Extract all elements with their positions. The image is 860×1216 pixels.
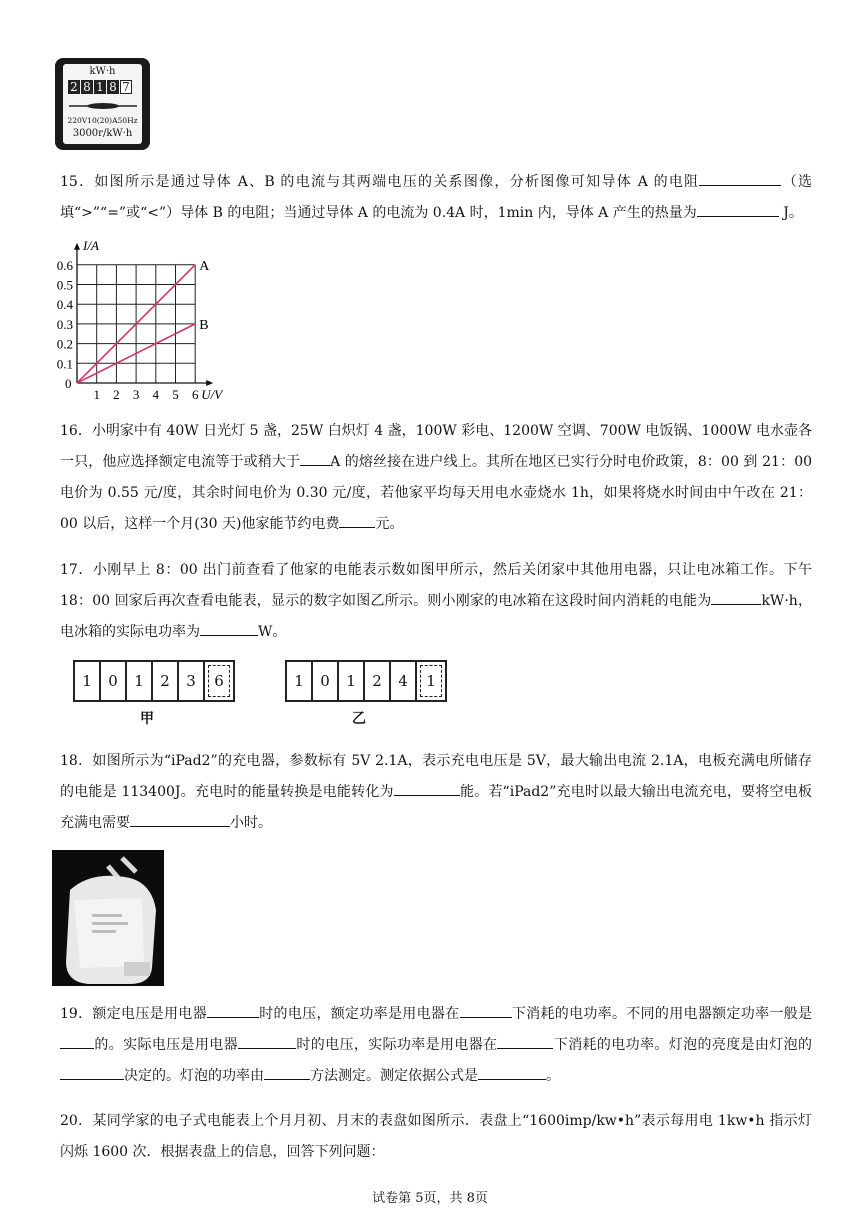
x-tick-label: 5 [172,387,179,402]
reading-digit: 2 [153,662,179,700]
answer-blank[interactable] [300,449,330,466]
answer-blank[interactable] [200,619,258,636]
series-label-A: A [199,258,210,274]
y-tick-label: 0.6 [56,257,73,273]
meter-disc-icon [69,100,137,112]
reading-digit: 1 [287,662,313,700]
reading-digit: 2 [365,662,391,700]
y-tick-label: 0.5 [56,277,73,293]
answer-blank[interactable] [60,1032,94,1049]
meter-label-yi: 乙 [352,711,366,727]
reading-digit: 0 [101,662,127,700]
x-tick-label: 3 [132,387,140,402]
meter-reading-jia [73,660,235,702]
x-axis-arrow-icon [206,380,213,386]
y-tick-label: 0.2 [56,336,73,352]
reading-decimal-digit: 1 [420,665,442,697]
page-footer: 试卷第 5页，共 8页 [372,1191,488,1206]
charger-photo [52,850,164,986]
answer-blank[interactable] [697,200,779,217]
question-17: 17．小刚早上 8：00 出门前查看了他家的电能表示数如图甲所示，然后关闭家中其他用电器，只让电冰箱工作。下午 18：00 回家后再次查看电能表，显示的数字如图乙所示。则小刚家的电冰箱在这段时间内消耗的电能为 kW·h，电冰箱的实际电功率为 W。 [60,562,813,640]
reading-digit: 1 [75,662,101,700]
meter-rating: 220V10(20)A50Hz [67,116,138,125]
answer-blank[interactable] [497,1032,553,1049]
reading-digit: 4 [391,662,417,700]
answer-blank[interactable] [478,1063,546,1080]
series-label-B: B [199,317,209,333]
electric-meter-image [55,58,150,150]
answer-blank[interactable] [238,1032,296,1049]
reading-digit: 3 [179,662,205,700]
y-tick-label: 0.3 [56,316,73,332]
meter-label-jia: 甲 [140,711,154,727]
y-axis-arrow-icon [74,243,80,250]
meter-digit: 2 [68,80,80,94]
question-19: 19．额定电压是用电器 时的电压，额定功率是用电器在 下消耗的电功率。不同的用电器额定功率一般是的。实际电压是用电器 时的电压，实际功率是用电器在 下消耗的电功率。灯泡的亮度是由灯泡的决定的。灯泡的功率由 方法测定。测定依据公式是 。 [60,999,812,1092]
reading-digit: 0 [313,662,339,700]
meter-digit: 8 [107,80,119,94]
meter-digit: 7 [120,80,132,94]
reading-digit: 1 [127,662,153,700]
question-16: 16．小明家中有 40W 日光灯 5 盏，25W 白炽灯 4 盏，100W 彩电、1200W 空调、700W 电饭锅、1000W 电水壶各一只，他应选择额定电流等于或稍大于 A 的熔丝接在进户线上。其所在地区已实行分时电价政策，8：00 到 21：00 电价为 0.55 元/度，其余时间电价为 0.30 元/度，若他家平均每天用电水壶烧水 1h，如果将烧水时间由中午改在 21：00 以后，这样一个月(30 天)他家能节约电费 元。 [60,423,813,532]
answer-blank[interactable] [339,511,375,528]
y-tick-label: 0.1 [56,356,73,372]
x-axis-label: U/V [201,387,223,402]
answer-blank[interactable] [130,810,230,827]
answer-blank[interactable] [699,169,781,186]
y-axis-label: I/A [83,238,99,253]
meter-digit: 8 [81,80,93,94]
x-tick-label: 2 [113,387,120,402]
origin-label: 0 [65,376,72,391]
meter-constant: 3000r/kW·h [72,128,133,139]
answer-blank[interactable] [264,1063,310,1080]
reading-digit: 1 [339,662,365,700]
meter-digit: 1 [94,80,106,94]
question-15: 15．如图所示是通过导体 A、B 的电流与其两端电压的关系图像，分析图像可知导体 A 的电阻 （选填“>”“=”或“<”）导体 B 的电阻；当通过导体 A 的电流为 0.4A 时，1min 内，导体 A 产生的热量为 J。 [60,167,812,229]
answer-blank[interactable] [711,588,761,605]
x-tick-label: 4 [152,387,160,402]
meter-unit: kW·h [89,66,116,77]
y-tick-label: 0.4 [56,297,73,313]
x-tick-label: 1 [93,387,100,402]
answer-blank[interactable] [460,1001,512,1018]
meter-digit-row [68,80,132,94]
meter-reading-yi [285,660,447,702]
x-tick-label: 6 [191,387,199,402]
answer-blank[interactable] [394,779,460,796]
answer-blank[interactable] [207,1001,259,1018]
current-voltage-chart [40,236,250,406]
question-20: 20．某同学家的电子式电能表上个月月初、月末的表盘如图所示．表盘上“1600imp/kw•h”表示每用电 1kw•h 指示灯闪烁 1600 次．根据表盘上的信息，回答下列问题： [60,1113,812,1160]
question-18: 18．如图所示为“iPad2”的充电器，参数标有 5V 2.1A，表示充电电压是 5V，最大输出电流 2.1A，电板充满电所储存的电能是 113400J。充电时的能量转换是电能转化为 能。若“iPad2”充电时以最大输出电流充电，要将空电板充满电需要 小时。 [60,753,812,831]
reading-decimal-digit: 6 [208,665,230,697]
answer-blank[interactable] [60,1063,124,1080]
